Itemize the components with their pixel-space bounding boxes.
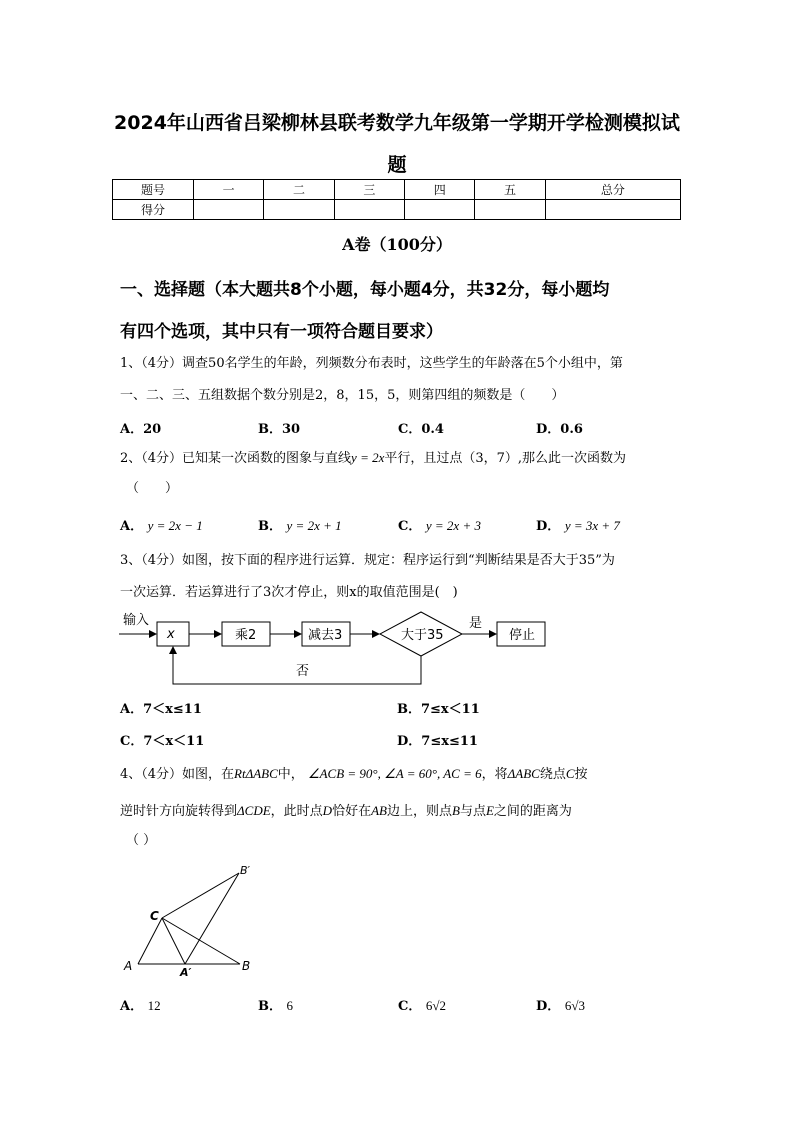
q4-text: 逆时针方向旋转得到: [120, 804, 238, 819]
q4-math: C: [565, 766, 575, 781]
q4-math: E: [485, 803, 494, 818]
label-A-prime: A′: [180, 966, 192, 979]
q4-text: ，此时点: [270, 804, 323, 819]
q1-option-a[interactable]: A．20: [120, 422, 162, 437]
score-table-header-row: [113, 180, 681, 200]
page-title: 2024年山西省吕梁柳林县联考数学九年级第一学期开学检测模拟试: [114, 112, 680, 134]
q3-option-a[interactable]: A．7＜x≤11: [120, 702, 202, 717]
q4-text: 绕点: [539, 767, 566, 782]
q2-math: y = 2x: [351, 450, 385, 465]
question-2-text: [120, 449, 626, 468]
score-table: [112, 179, 681, 220]
q4-option-a-key: A．: [120, 999, 144, 1014]
question-3-text-cont: 一次运算．若运算进行了3次才停止，则x的取值范围是( ): [120, 585, 458, 600]
page-title-cont: 题: [387, 154, 407, 176]
q4-math: B: [451, 803, 460, 818]
q4-option-b-val: 6: [286, 998, 294, 1013]
q2-option-d[interactable]: [536, 515, 620, 534]
flow-sub-label: 减去3: [308, 628, 343, 643]
q4-math: RtΔABC: [234, 766, 278, 781]
q3-option-d[interactable]: D．7≤x≤11: [397, 734, 478, 749]
q2-option-d-key: D．: [536, 519, 561, 534]
q2-text-a: 2、（4分）已知某一次函数的图象与直线: [120, 451, 352, 466]
score-header-cell: 总分: [545, 180, 680, 200]
q4-option-a-val: 12: [147, 998, 161, 1013]
score-cell: [475, 200, 545, 220]
q1-option-c[interactable]: C．0.4: [398, 422, 444, 437]
flow-mul-label: 乘2: [235, 628, 257, 643]
q4-text: 边上，则点: [386, 804, 452, 819]
q2-option-d-val: y = 3x + 7: [564, 518, 620, 533]
q4-text: 4、（4分）如图，在: [120, 767, 235, 782]
q2-option-b-key: B．: [258, 519, 282, 534]
segment-A1B1: [185, 873, 239, 964]
flow-yes-label: 是: [469, 616, 483, 631]
question-2-blank: （ ）: [126, 481, 179, 496]
flow-x-label: x: [167, 627, 175, 642]
flow-cond-label: 大于35: [401, 628, 444, 643]
q4-option-a[interactable]: [120, 995, 161, 1014]
q2-text-b: 平行，且过点（3，7）,那么此一次函数为: [384, 451, 627, 466]
label-B-prime: B′: [240, 864, 251, 877]
score-header-cell: 四: [405, 180, 475, 200]
score-row-label: 得分: [113, 200, 194, 220]
label-B: B: [242, 959, 251, 973]
question-1-text-cont: 一、二、三、五组数据个数分别是2，8，15，5，则第四组的频数是（ ）: [120, 388, 565, 403]
flow-stop-label: 停止: [509, 628, 536, 643]
score-header-cell: 一: [194, 180, 264, 200]
q4-option-d-val: 6√3: [564, 998, 585, 1013]
score-header-cell: 题号: [113, 180, 194, 200]
score-cell: [545, 200, 680, 220]
score-cell: [194, 200, 264, 220]
segment-CB1: [162, 873, 239, 918]
flow-input-label: 输入: [123, 613, 150, 628]
score-cell: [264, 200, 334, 220]
triangle-figure: [118, 860, 268, 980]
segment-AC: [138, 918, 162, 964]
q1-option-b[interactable]: B．30: [258, 422, 301, 437]
score-cell: [405, 200, 475, 220]
q4-option-c-val: 6√2: [425, 998, 447, 1013]
score-header-cell: 二: [264, 180, 334, 200]
q2-option-c-val: y = 2x + 3: [425, 518, 481, 533]
label-C: C: [150, 909, 159, 923]
q4-option-d-key: D．: [536, 999, 561, 1014]
question-4-text-cont: [120, 802, 572, 821]
q2-option-b-val: y = 2x + 1: [286, 518, 342, 533]
q3-option-c[interactable]: C．7＜x＜11: [120, 734, 205, 749]
q4-option-b-key: B．: [258, 999, 282, 1014]
score-header-cell: 五: [475, 180, 545, 200]
question-4-blank: （ ）: [126, 833, 157, 848]
q4-option-d[interactable]: [536, 995, 585, 1014]
q4-text: ，将: [481, 767, 508, 782]
q4-text: 按: [574, 767, 588, 782]
q3-option-b[interactable]: B．7≤x＜11: [397, 702, 480, 717]
q4-option-b[interactable]: [258, 995, 293, 1014]
q4-math: AB: [371, 803, 387, 818]
q4-option-c[interactable]: [398, 995, 446, 1014]
flowchart: [115, 608, 555, 690]
label-A: A: [124, 959, 133, 973]
score-cell: [334, 200, 404, 220]
q2-option-a-key: A．: [120, 519, 144, 534]
section-heading: 一、选择题（本大题共8个小题，每小题4分，共32分，每小题均: [120, 280, 610, 300]
q4-math: ∠ACB = 90°, ∠A = 60°, AC = 6: [307, 766, 482, 781]
section-heading-cont: 有四个选项，其中只有一项符合题目要求）: [120, 322, 443, 342]
q2-option-c-key: C．: [398, 519, 422, 534]
q4-math: ΔCDE: [237, 803, 271, 818]
score-table-score-row: [113, 200, 681, 220]
q4-text: 恰好在: [332, 804, 372, 819]
flow-no-label: 否: [296, 664, 310, 679]
q4-option-c-key: C．: [398, 999, 422, 1014]
q4-math: D: [322, 803, 333, 818]
question-3-text: 3、（4分）如图，按下面的程序进行运算．规定：程序运行到“判断结果是否大于35”为: [120, 553, 615, 568]
q4-text: 与点: [459, 804, 486, 819]
q4-text: 中，: [277, 767, 304, 782]
score-header-cell: 三: [334, 180, 404, 200]
q4-math: ΔABC: [507, 766, 540, 781]
q4-text: 之间的距离为: [493, 804, 572, 819]
q2-option-a-val: y = 2x − 1: [147, 518, 203, 533]
volume-heading: A卷（100分）: [342, 235, 452, 254]
question-1-text: 1、（4分）调查50名学生的年龄，列频数分布表时，这些学生的年龄落在5个小组中，第: [120, 356, 623, 371]
question-4-text: [120, 765, 588, 784]
q2-option-c[interactable]: [398, 515, 481, 534]
q2-option-b[interactable]: [258, 515, 342, 534]
q2-option-a[interactable]: [120, 515, 203, 534]
q1-option-d[interactable]: D．0.6: [536, 422, 583, 437]
